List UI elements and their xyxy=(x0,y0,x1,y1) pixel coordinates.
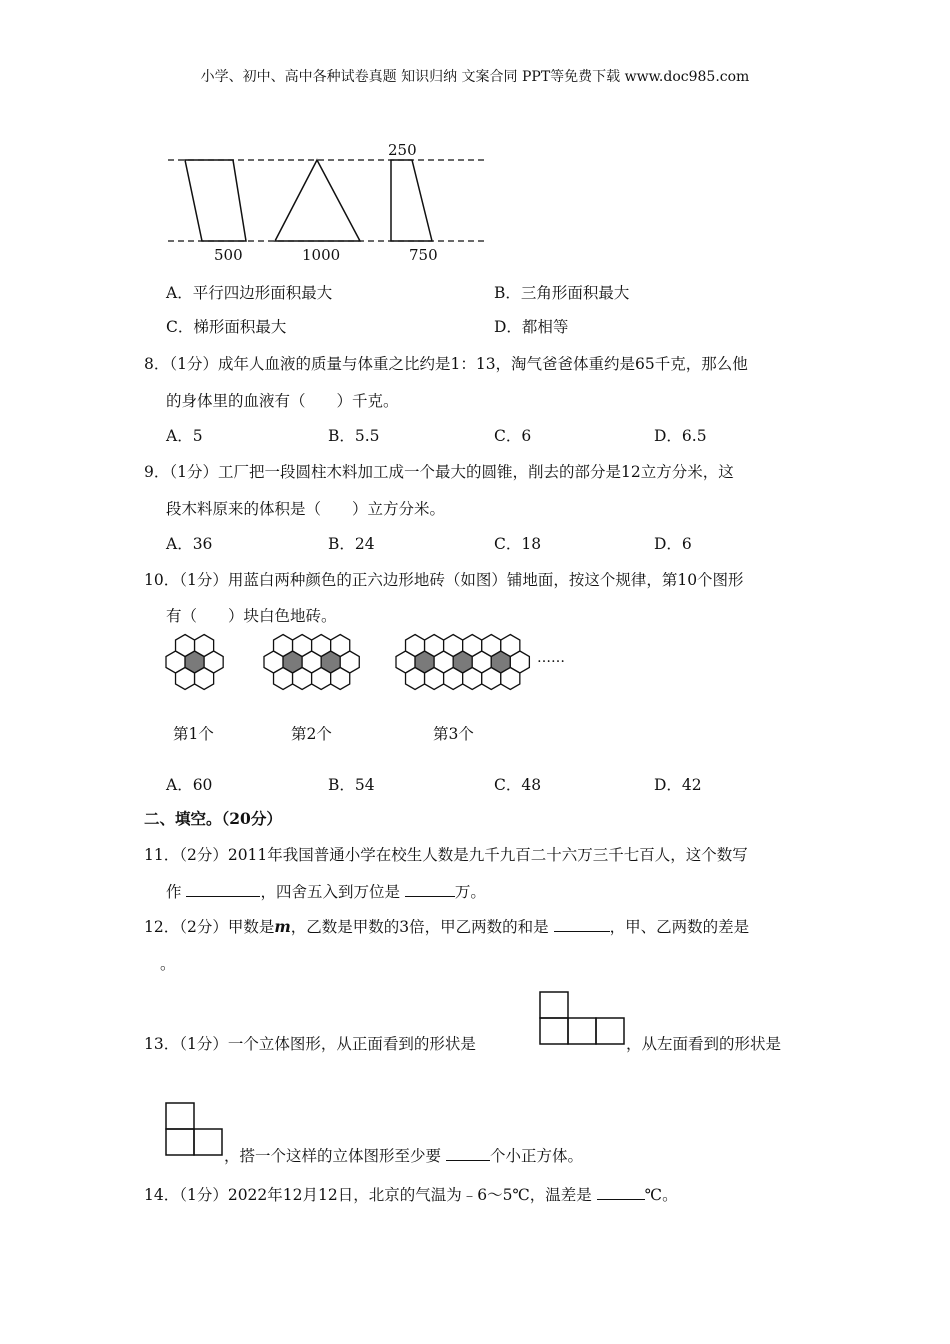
hex-tile-fig1-bottom-0 xyxy=(176,668,195,690)
figure-label-1: 第1个 xyxy=(173,725,214,743)
q10-text-line1: 10．（1分）用蓝白两种颜色的正六边形地砖（如图）铺地面，按这个规律，第10个图形 xyxy=(144,571,744,589)
q9-option-b[interactable]: B．24 xyxy=(328,535,375,553)
left-view-figure xyxy=(164,1101,224,1157)
trapezoid-shape xyxy=(391,160,432,241)
section-2-title: 二、填空。（20分） xyxy=(144,809,282,828)
q7-option-a[interactable]: A．平行四边形面积最大 xyxy=(166,284,333,302)
q13-text-line2 xyxy=(224,1144,583,1166)
q13-blank-cubes[interactable] xyxy=(446,1145,490,1161)
q12-blank-sum[interactable] xyxy=(554,916,610,932)
hex-tile-fig3-bottom-2 xyxy=(444,668,463,690)
hex-tile-fig3-bottom-4 xyxy=(482,668,501,690)
q8-option-a[interactable]: A．5 xyxy=(166,427,203,445)
hex-tile-fig1-top-0 xyxy=(176,635,195,657)
bottom-label-trapezoid: 750 xyxy=(409,246,438,264)
q12-variable: m xyxy=(274,917,291,936)
q10-option-b[interactable]: B．54 xyxy=(328,776,375,794)
q11-middle: ，四舍五入到万位是 xyxy=(260,883,400,901)
q9-text-line1: 9．（1分）工厂把一段圆柱木料加工成一个最大的圆锥，削去的部分是12立方分米，这 xyxy=(144,463,734,481)
hex-tile-fig1-bottom-1 xyxy=(195,668,214,690)
q12-text-line1 xyxy=(144,915,749,937)
hex-tile-fig2-bottom-3 xyxy=(331,668,350,690)
q7-option-d[interactable]: D．都相等 xyxy=(494,318,569,336)
figure-label-3: 第3个 xyxy=(433,725,474,743)
q13-line2-suffix: 个小正方体。 xyxy=(489,1147,583,1165)
q9-option-a[interactable]: A．36 xyxy=(166,535,213,553)
q14-suffix: ℃。 xyxy=(644,1186,678,1204)
q14-blank-temp-diff[interactable] xyxy=(597,1184,645,1200)
hex-tile-fig1-top-1 xyxy=(195,635,214,657)
q13-text-line1a: 13．（1分）一个立体图形，从正面看到的形状是 xyxy=(144,1035,476,1053)
hex-tile-fig2-bottom-2 xyxy=(312,668,331,690)
top-base-label: 250 xyxy=(388,141,417,159)
q8-text-line1: 8．（1分）成年人血液的质量与体重之比约是1：13，淘气爸爸体重约是65千克，那么他 xyxy=(144,355,748,373)
hex-tile-fig3-top-5 xyxy=(501,635,520,657)
hex-tile-fig3-top-1 xyxy=(425,635,444,657)
q11-text-line1: 11．（2分）2011年我国普通小学在校生人数是九千九百二十六万三千七百人，这个数写 xyxy=(144,846,748,864)
q10-option-a[interactable]: A．60 xyxy=(166,776,213,794)
q8-option-c[interactable]: C．6 xyxy=(494,427,532,445)
front-view-figure xyxy=(538,990,626,1046)
hex-tile-fig3-top-4 xyxy=(482,635,501,657)
hex-tile-fig2-top-2 xyxy=(312,635,331,657)
hex-tile-fig2-top-3 xyxy=(331,635,350,657)
hex-tile-fig3-bottom-0 xyxy=(406,668,425,690)
page-header: 小学、初中、高中各种试卷真题 知识归纳 文案合同 PPT等免费下载 www.doc985.com xyxy=(200,69,750,85)
hexagon-tiles-figure xyxy=(160,628,580,698)
q8-option-d[interactable]: D．6.5 xyxy=(654,427,707,445)
bottom-label-triangle: 1000 xyxy=(302,246,341,264)
hex-tile-fig3-top-2 xyxy=(444,635,463,657)
q13-line2-prefix: ，搭一个这样的立体图形至少要 xyxy=(224,1147,442,1165)
bottom-label-parallelogram: 500 xyxy=(214,246,243,264)
q12-text-line2: 。 xyxy=(160,955,176,973)
hex-tile-fig2-top-0 xyxy=(274,635,293,657)
hex-tile-fig2-top-1 xyxy=(293,635,312,657)
hex-tile-fig3-bottom-3 xyxy=(463,668,482,690)
q12-middle: ，乙数是甲数的3倍，甲乙两数的和是 xyxy=(290,918,549,936)
q13-text-line1b: ，从左面看到的形状是 xyxy=(626,1035,782,1053)
q10-text-line2: 有（ ）块白色地砖。 xyxy=(166,607,337,625)
q11-blank-rounded[interactable] xyxy=(405,881,455,897)
hex-tile-fig2-bottom-1 xyxy=(293,668,312,690)
q7-option-b[interactable]: B．三角形面积最大 xyxy=(494,284,630,302)
hex-tile-fig3-bottom-5 xyxy=(501,668,520,690)
q9-text-line2: 段木料原来的体积是（ ）立方分米。 xyxy=(166,500,446,518)
q9-option-d[interactable]: D．6 xyxy=(654,535,692,553)
figure-label-2: 第2个 xyxy=(291,725,332,743)
shapes-figure xyxy=(160,138,500,268)
hex-tile-fig3-bottom-1 xyxy=(425,668,444,690)
q12-prefix: 12．（2分）甲数是 xyxy=(144,918,275,936)
q8-text-line2: 的身体里的血液有（ ）千克。 xyxy=(166,392,399,410)
q9-option-c[interactable]: C．18 xyxy=(494,535,542,553)
hex-tile-fig3-top-0 xyxy=(406,635,425,657)
q11-text-line2 xyxy=(166,880,486,902)
hex-tile-fig3-top-3 xyxy=(463,635,482,657)
q11-prefix: 作 xyxy=(166,883,182,901)
q7-option-c[interactable]: C．梯形面积最大 xyxy=(166,318,287,336)
q12-suffix: ，甲、乙两数的差是 xyxy=(609,918,750,936)
q11-suffix: 万。 xyxy=(454,883,486,901)
triangle-shape xyxy=(275,160,360,241)
q10-option-c[interactable]: C．48 xyxy=(494,776,542,794)
parallelogram-shape xyxy=(185,160,246,241)
q14-text-line1 xyxy=(144,1183,678,1205)
q14-prefix: 14．（1分）2022年12月12日，北京的气温为﹣6～5℃，温差是 xyxy=(144,1186,592,1204)
hex-ellipsis: …… xyxy=(537,650,565,666)
hex-tile-fig2-bottom-0 xyxy=(274,668,293,690)
q8-option-b[interactable]: B．5.5 xyxy=(328,427,380,445)
q10-option-d[interactable]: D．42 xyxy=(654,776,702,794)
q11-blank-number[interactable] xyxy=(186,881,260,897)
